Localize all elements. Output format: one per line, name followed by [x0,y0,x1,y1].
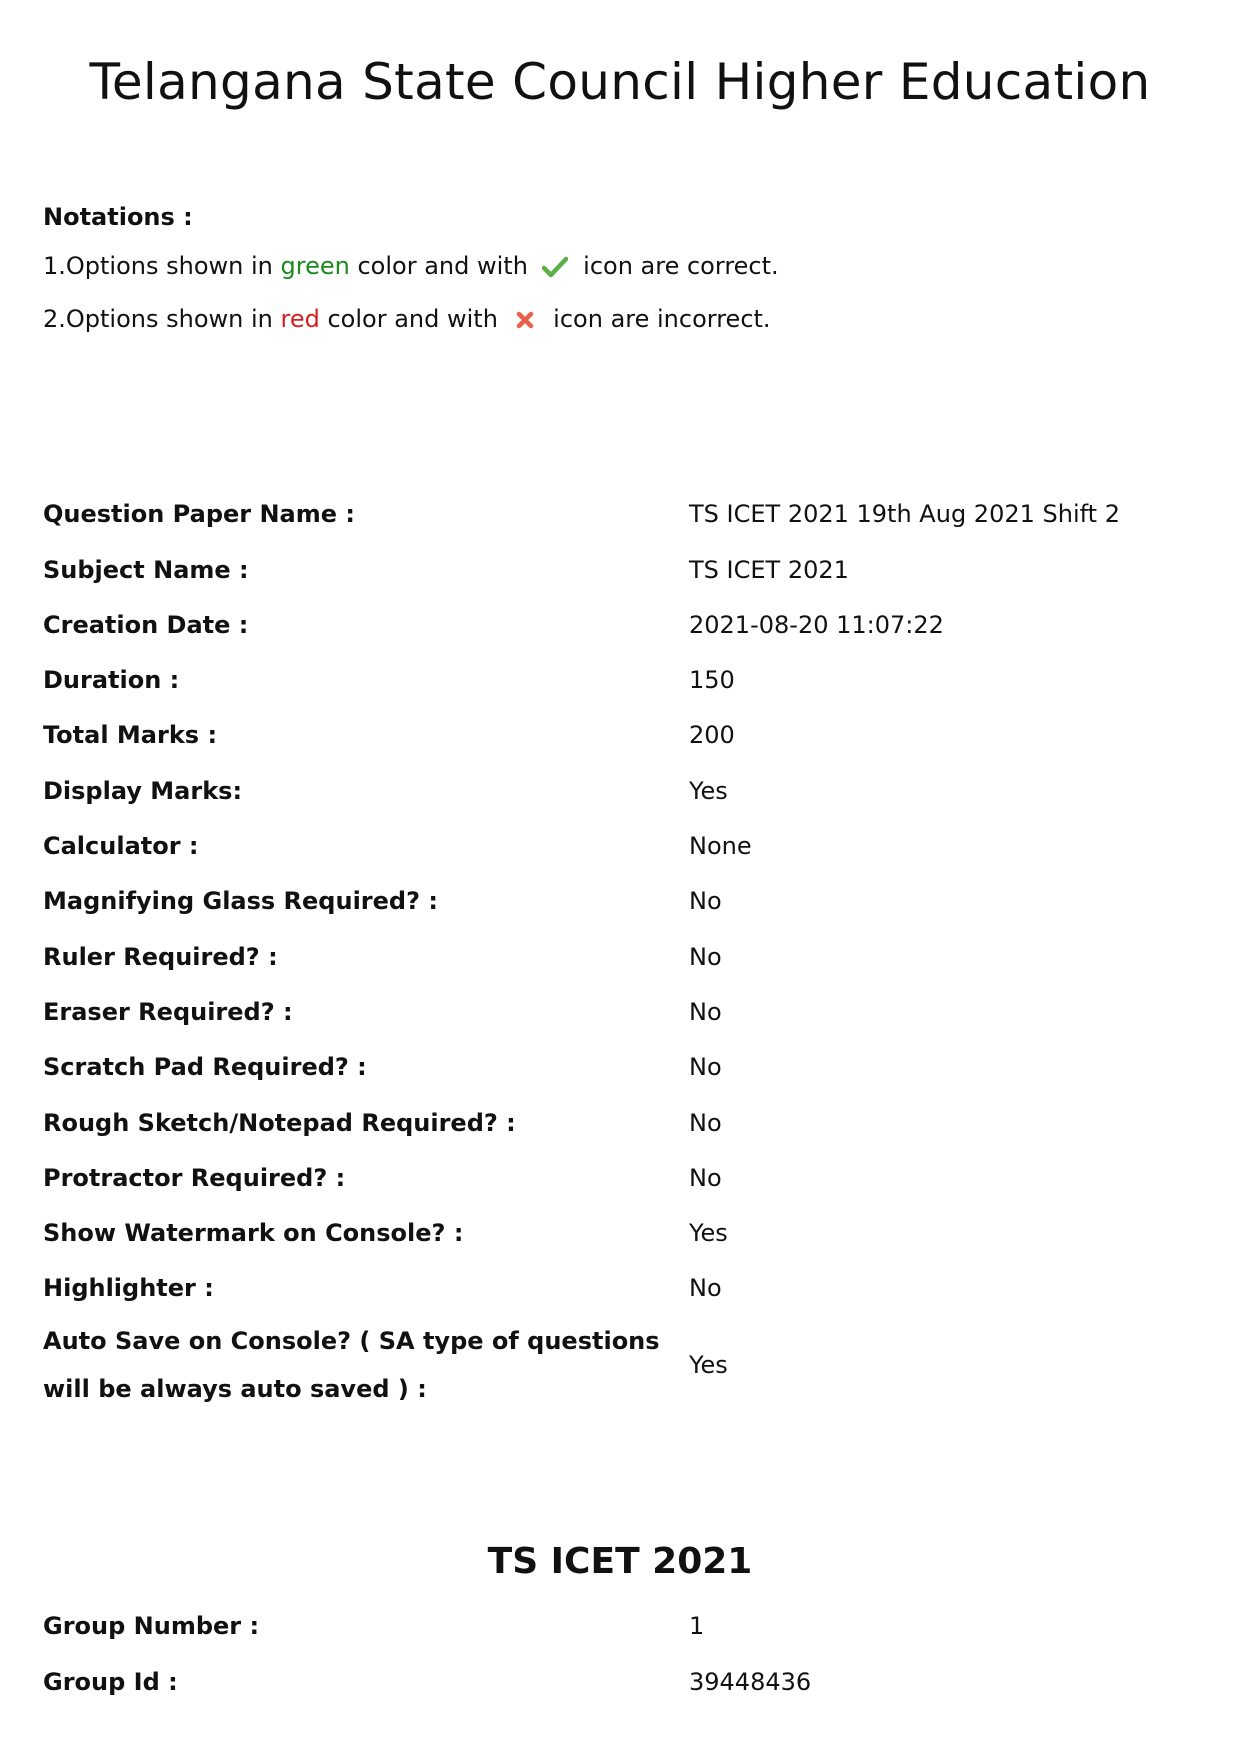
calculator-label: Calculator : [43,832,199,861]
table-row [43,542,1193,597]
notation-correct-middle: color and with [349,252,536,281]
scratch-pad-label: Scratch Pad Required? : [43,1053,367,1082]
table-row [43,985,1193,1040]
magnifying-glass-value: No [689,887,722,916]
notations-block [43,202,779,358]
table-row [43,1151,1193,1206]
notation-incorrect-suffix: icon are incorrect. [545,305,771,334]
table-row [43,1206,1193,1261]
watermark-label: Show Watermark on Console? : [43,1219,464,1248]
paper-name-label: Question Paper Name : [43,500,355,529]
table-row [43,1654,1193,1710]
ruler-label: Ruler Required? : [43,942,278,971]
auto-save-label: Auto Save on Console? ( SA type of questions will be always auto saved ) : [43,1327,660,1404]
highlighter-label: Highlighter : [43,1274,214,1303]
cross-icon [512,307,538,333]
group-number-label: Group Number : [43,1612,260,1640]
notation-correct-suffix: icon are correct. [575,252,779,281]
notation-correct [43,251,779,282]
eraser-value: No [689,997,722,1026]
subject-name-label: Subject Name : [43,555,249,584]
protractor-value: No [689,1163,722,1192]
table-row [43,1598,1193,1654]
creation-date-label: Creation Date : [43,610,249,639]
table-row [43,1040,1193,1095]
table-row [43,487,1193,542]
notation-correct-prefix: 1.Options shown in [43,252,281,281]
paper-name-value: TS ICET 2021 19th Aug 2021 Shift 2 [689,500,1120,529]
table-row [43,819,1193,874]
group-id-label: Group Id : [43,1668,178,1696]
table-row [43,874,1193,929]
rough-sketch-value: No [689,1108,722,1137]
page-title: Telangana State Council Higher Education [89,53,1151,111]
ruler-value: No [689,942,722,971]
magnifying-glass-label: Magnifying Glass Required? : [43,887,438,916]
group-number-value: 1 [689,1612,705,1640]
check-icon [542,254,568,280]
paper-info-table [43,487,1193,1414]
display-marks-label: Display Marks: [43,776,243,805]
group-info-table [43,1598,1193,1710]
notations-heading: Notations : [43,203,193,231]
creation-date-value: 2021-08-20 11:07:22 [689,610,944,639]
display-marks-value: Yes [689,776,728,805]
table-row [43,1261,1193,1316]
table-row [43,929,1193,984]
notation-incorrect-prefix: 2.Options shown in [43,305,281,334]
total-marks-label: Total Marks : [43,721,218,750]
highlighter-value: No [689,1274,722,1303]
eraser-label: Eraser Required? : [43,997,293,1026]
notation-red-word: red [280,305,320,334]
duration-label: Duration : [43,666,180,695]
subject-name-value: TS ICET 2021 [689,555,849,584]
table-row [43,1316,1193,1414]
rough-sketch-label: Rough Sketch/Notepad Required? : [43,1108,516,1137]
table-row [43,708,1193,763]
notation-green-word: green [280,252,350,281]
table-row [43,653,1193,708]
auto-save-value: Yes [689,1351,728,1380]
table-row [43,763,1193,818]
table-row [43,1095,1193,1150]
section-title: TS ICET 2021 [487,1541,753,1582]
group-id-value: 39448436 [689,1668,812,1696]
table-row [43,598,1193,653]
duration-value: 150 [689,666,735,695]
scratch-pad-value: No [689,1053,722,1082]
total-marks-value: 200 [689,721,735,750]
protractor-label: Protractor Required? : [43,1163,346,1192]
notation-incorrect-middle: color and with [319,305,506,334]
notation-incorrect [43,304,779,335]
watermark-value: Yes [689,1219,728,1248]
calculator-value: None [689,832,752,861]
